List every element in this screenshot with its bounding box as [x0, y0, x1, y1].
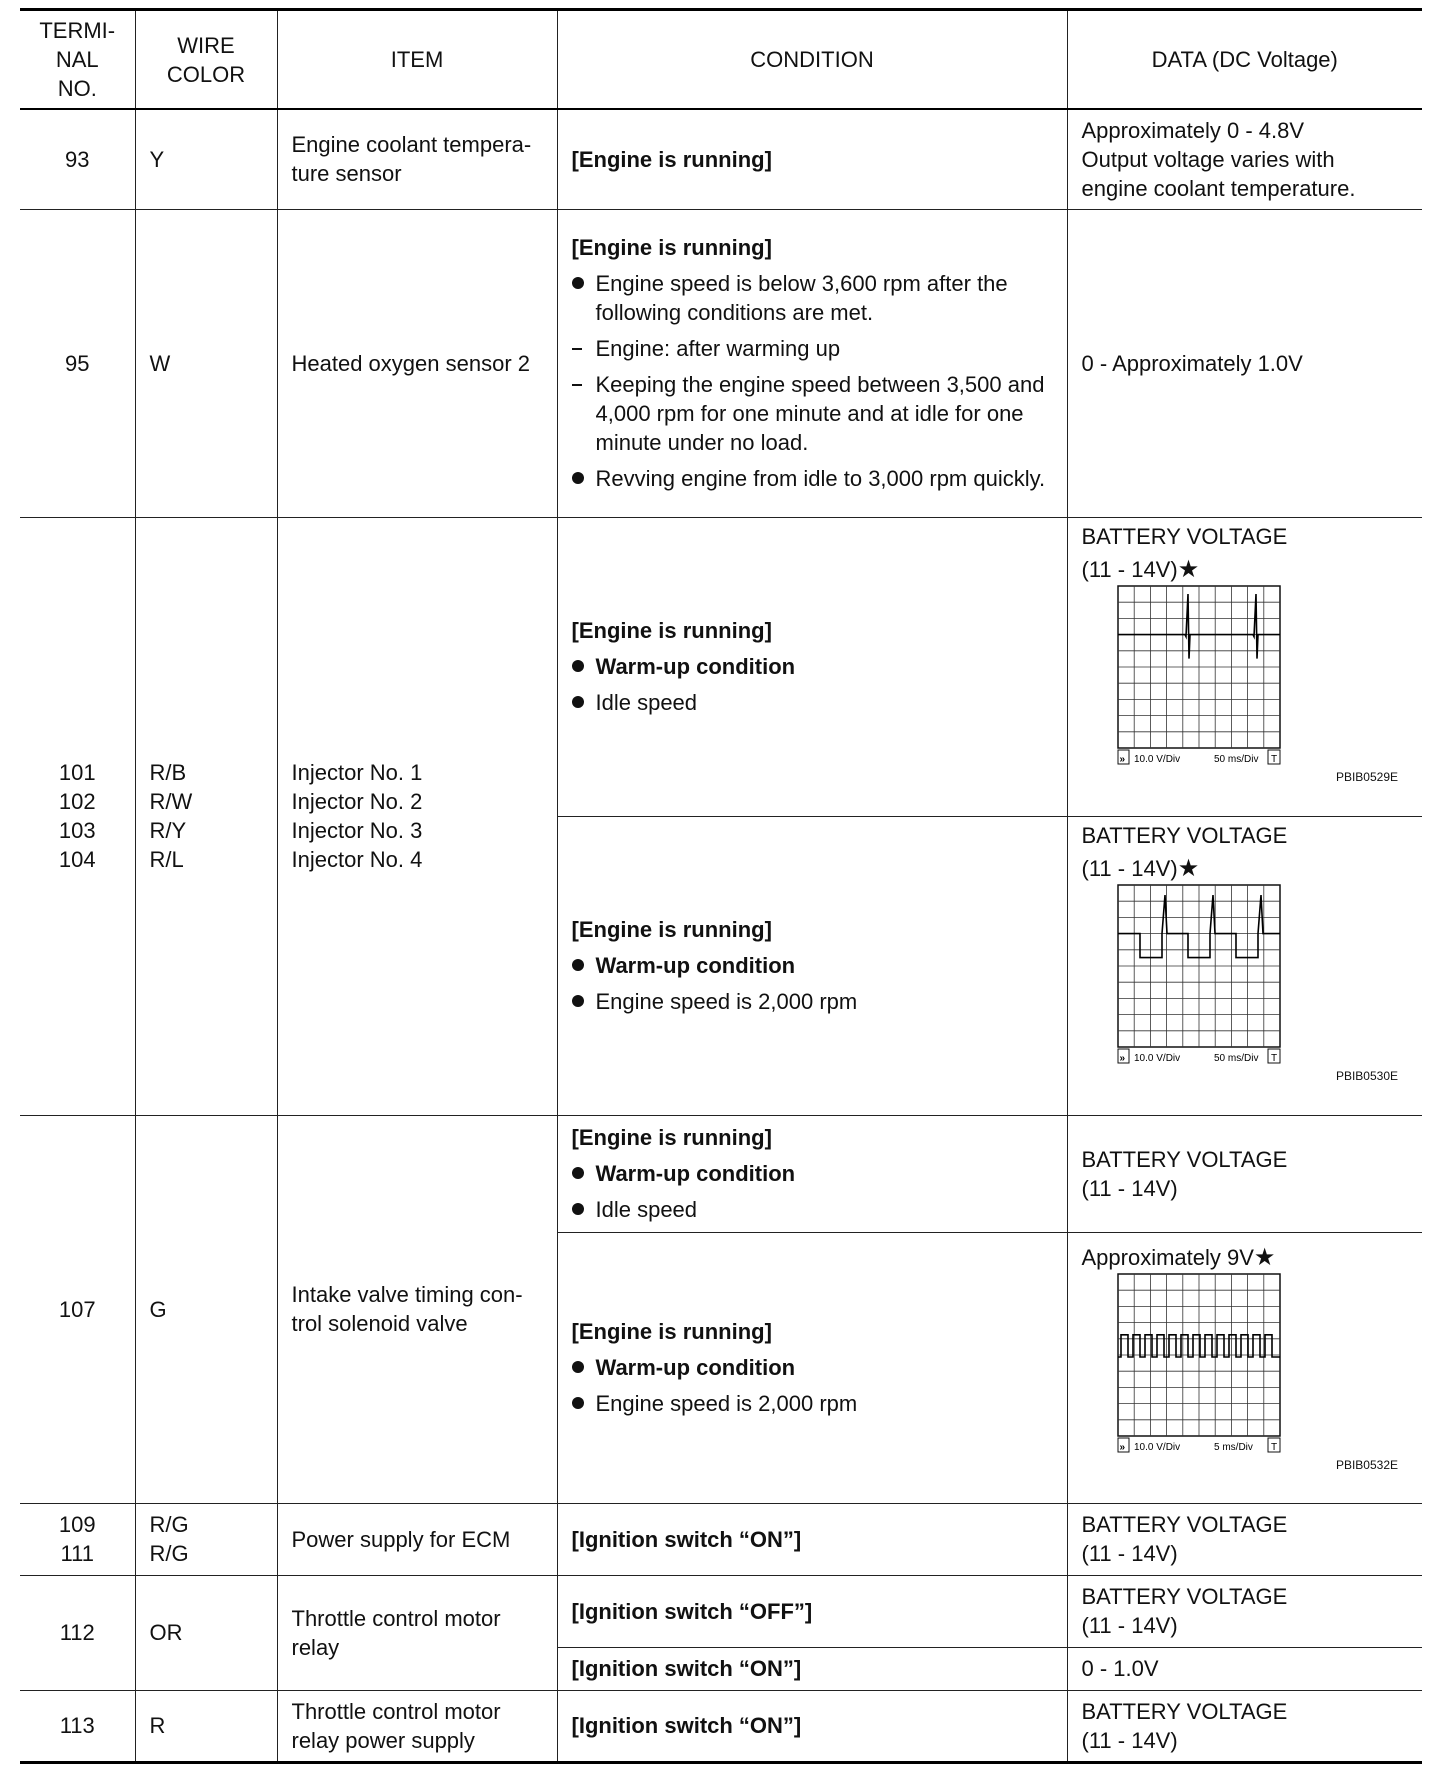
- terminal-number: 104: [58, 847, 96, 872]
- data-line: (11 - 14V): [1081, 1613, 1178, 1638]
- wire-color-cell: OR: [135, 1575, 277, 1690]
- item-cell: [277, 109, 557, 209]
- data-cell: [1067, 517, 1422, 816]
- condition-bullet-text: Engine speed is 2,000 rpm: [595, 989, 858, 1014]
- condition-bullet-text: Engine speed is below 3,600 rpm after the following conditions are met.: [595, 271, 1008, 325]
- oscilloscope-figure: [1082, 584, 1409, 784]
- figure-id: PBIB0530E: [1335, 1068, 1398, 1083]
- data-line: Output voltage varies with: [1081, 146, 1335, 172]
- condition-cell: [557, 109, 1067, 209]
- header-terminal-line: TERMI-: [39, 18, 116, 43]
- data-line: (11 - 14V): [1081, 1727, 1178, 1753]
- item-cell: [277, 1690, 557, 1762]
- item-line: relay power supply: [291, 1727, 475, 1753]
- terminal-number: 101: [58, 760, 96, 785]
- condition-bullet: [572, 987, 1053, 1016]
- scope-trigger-label: T: [1270, 753, 1277, 765]
- condition-bullet-text: Engine speed is 2,000 rpm: [595, 1391, 858, 1416]
- item-line: relay: [291, 1634, 340, 1660]
- header-terminal-line: NO.: [57, 76, 97, 101]
- condition-heading: [Engine is running]: [571, 235, 772, 260]
- condition-cell: [557, 1647, 1067, 1690]
- condition-heading: [Ignition switch “ON”]: [571, 1526, 802, 1552]
- condition-heading: [Ignition switch “OFF”]: [571, 1598, 813, 1624]
- condition-bullet-text: Warm-up condition: [595, 953, 796, 978]
- item-cell: [277, 1115, 557, 1503]
- header-data: DATA (DC Voltage): [1067, 10, 1422, 110]
- header-wire-line: COLOR: [166, 61, 246, 87]
- oscilloscope-figure: [1082, 1272, 1409, 1472]
- table-row: [20, 209, 1422, 517]
- terminal-number: 102: [58, 789, 96, 814]
- table-header-row: [20, 10, 1422, 110]
- header-condition: CONDITION: [557, 10, 1067, 110]
- condition-bullet: [572, 1389, 1053, 1418]
- terminal-data-table-sheet: [20, 8, 1422, 1764]
- data-cell: [1067, 1503, 1422, 1575]
- condition-bullet: [572, 688, 1053, 717]
- dash-icon: [572, 384, 582, 386]
- data-cell: [1067, 816, 1422, 1115]
- data-line: [1082, 1243, 1409, 1272]
- scope-trigger-label: T: [1270, 1441, 1277, 1453]
- bullet-dot-icon: [572, 1361, 584, 1373]
- condition-heading: [Ignition switch “ON”]: [571, 1656, 802, 1681]
- condition-bullet: [572, 1353, 1053, 1382]
- terminal-cell: [20, 517, 135, 1115]
- item-cell: Heated oxygen sensor 2: [277, 209, 557, 517]
- scope-marker-glyph: »: [1119, 753, 1125, 765]
- item-line: Injector No. 3: [291, 818, 423, 843]
- terminal-cell: 93: [20, 109, 135, 209]
- bullet-dot-icon: [572, 1167, 584, 1179]
- wire-color-cell: W: [135, 209, 277, 517]
- header-terminal-no: [20, 10, 135, 110]
- scope-time-per-div: 5 ms/Div: [1213, 1441, 1253, 1453]
- item-cell: Power supply for ECM: [277, 1503, 557, 1575]
- table-row: [20, 1503, 1422, 1575]
- scope-time-per-div: 50 ms/Div: [1213, 1052, 1258, 1064]
- table-row: [20, 517, 1422, 816]
- oscilloscope-waveform: [1116, 584, 1286, 766]
- dash-icon: [572, 348, 582, 350]
- item-line: trol solenoid valve: [291, 1311, 468, 1336]
- condition-heading: [Engine is running]: [571, 1125, 772, 1150]
- terminal-number: 103: [58, 818, 96, 843]
- condition-cell: [557, 517, 1067, 816]
- oscilloscope-waveform: [1116, 883, 1286, 1065]
- scope-volts-per-div: 10.0 V/Div: [1133, 753, 1180, 765]
- wire-color-cell: [135, 1503, 277, 1575]
- table-row: [20, 109, 1422, 209]
- bullet-dot-icon: [572, 959, 584, 971]
- bullet-dot-icon: [572, 660, 584, 672]
- table-row: [20, 1575, 1422, 1647]
- data-cell: [1067, 1690, 1422, 1762]
- condition-bullet: [572, 464, 1053, 493]
- condition-bullet-text: Idle speed: [595, 1197, 698, 1222]
- star-icon: ★: [1177, 555, 1200, 583]
- wire-color-cell: G: [135, 1115, 277, 1503]
- wire-color: R/Y: [149, 818, 187, 843]
- item-line: Injector No. 1: [291, 760, 423, 785]
- condition-cell: [557, 1690, 1067, 1762]
- data-value: (11 - 14V): [1081, 556, 1178, 582]
- terminal-number: 111: [60, 1541, 94, 1566]
- terminal-cell: 107: [20, 1115, 135, 1503]
- bullet-dot-icon: [572, 696, 584, 708]
- terminal-number: 109: [58, 1512, 96, 1537]
- header-item: ITEM: [277, 10, 557, 110]
- condition-heading: [Engine is running]: [571, 146, 772, 172]
- item-cell: [277, 1575, 557, 1690]
- data-line: (11 - 14V): [1081, 1175, 1178, 1201]
- bullet-dot-icon: [572, 472, 584, 484]
- wire-color: R/G: [149, 1512, 189, 1537]
- data-cell: [1067, 1115, 1422, 1232]
- header-terminal-line: NAL: [55, 47, 99, 72]
- data-line: BATTERY VOLTAGE: [1081, 1512, 1288, 1537]
- condition-bullet-text: Warm-up condition: [595, 1355, 796, 1380]
- data-line: BATTERY VOLTAGE: [1081, 1584, 1288, 1609]
- item-line: Injector No. 2: [291, 789, 423, 814]
- condition-bullet-text: Idle speed: [595, 690, 698, 715]
- data-cell: 0 - Approximately 1.0V: [1067, 209, 1422, 517]
- data-value: (11 - 14V): [1081, 855, 1178, 881]
- data-line: (11 - 14V): [1081, 1541, 1178, 1566]
- condition-bullet: [572, 951, 1053, 980]
- data-cell: [1067, 1232, 1422, 1503]
- scope-marker-glyph: »: [1119, 1052, 1125, 1064]
- condition-heading: [Engine is running]: [571, 1319, 772, 1344]
- data-line: [1082, 555, 1409, 584]
- terminal-cell: [20, 1503, 135, 1575]
- data-cell: [1067, 1575, 1422, 1647]
- header-wire-line: WIRE: [177, 32, 235, 58]
- data-line: BATTERY VOLTAGE: [1081, 822, 1288, 848]
- condition-bullet: [572, 1195, 1053, 1224]
- star-icon: ★: [1177, 854, 1200, 882]
- scope-marker-glyph: »: [1119, 1441, 1125, 1453]
- scope-volts-per-div: 10.0 V/Div: [1133, 1052, 1180, 1064]
- data-line: engine coolant temperature.: [1081, 175, 1356, 201]
- wire-color-cell: Y: [135, 109, 277, 209]
- data-cell: [1067, 109, 1422, 209]
- condition-dash-text: Keeping the engine speed between 3,500 and 4,000 rpm for one minute and at idle for one minute under no load.: [595, 372, 1045, 455]
- wire-color: R/L: [149, 847, 184, 872]
- condition-dash-item: [572, 334, 1053, 363]
- condition-heading: [Engine is running]: [571, 917, 772, 942]
- data-line: BATTERY VOLTAGE: [1081, 523, 1288, 549]
- condition-dash-item: [572, 370, 1053, 457]
- condition-bullet: [572, 652, 1053, 681]
- item-line: Injector No. 4: [291, 847, 423, 872]
- scope-time-per-div: 50 ms/Div: [1213, 753, 1258, 765]
- figure-id: PBIB0532E: [1335, 1457, 1398, 1472]
- bullet-dot-icon: [572, 995, 584, 1007]
- condition-dash-text: Engine: after warming up: [595, 336, 841, 361]
- bullet-dot-icon: [572, 1397, 584, 1409]
- wire-color: R/G: [149, 1541, 189, 1566]
- scope-volts-per-div: 10.0 V/Div: [1133, 1441, 1180, 1453]
- bullet-dot-icon: [572, 1203, 584, 1215]
- ecm-terminal-table: [20, 8, 1422, 1764]
- data-line: Approximately 0 - 4.8V: [1081, 117, 1305, 143]
- table-row: [20, 1690, 1422, 1762]
- item-line: Engine coolant tempera-: [291, 132, 532, 158]
- terminal-cell: 112: [20, 1575, 135, 1690]
- table-row: [20, 1115, 1422, 1232]
- header-wire-color: [135, 10, 277, 110]
- condition-bullet-text: Revving engine from idle to 3,000 rpm quickly.: [595, 466, 1046, 491]
- bullet-dot-icon: [572, 277, 584, 289]
- condition-bullet: [572, 1159, 1053, 1188]
- item-line: Throttle control motor: [291, 1605, 501, 1631]
- wire-color-cell: [135, 517, 277, 1115]
- condition-bullet: [572, 269, 1053, 327]
- wire-color-cell: R: [135, 1690, 277, 1762]
- condition-cell: [557, 1232, 1067, 1503]
- scope-trigger-label: T: [1270, 1052, 1277, 1064]
- condition-cell: [557, 1503, 1067, 1575]
- terminal-cell: 95: [20, 209, 135, 517]
- data-line: [1082, 854, 1409, 883]
- oscilloscope-waveform: [1116, 1272, 1286, 1454]
- data-line: BATTERY VOLTAGE: [1081, 1698, 1288, 1724]
- item-line: ture sensor: [291, 161, 402, 187]
- figure-id: PBIB0529E: [1335, 769, 1398, 784]
- data-cell: 0 - 1.0V: [1067, 1647, 1422, 1690]
- condition-cell: [557, 1575, 1067, 1647]
- condition-heading: [Engine is running]: [571, 618, 772, 643]
- terminal-cell: 113: [20, 1690, 135, 1762]
- condition-cell: [557, 1115, 1067, 1232]
- condition-cell: [557, 816, 1067, 1115]
- item-line: Throttle control motor: [291, 1698, 501, 1724]
- data-value: Approximately 9V: [1081, 1244, 1254, 1270]
- star-icon: ★: [1253, 1243, 1276, 1271]
- condition-bullet-text: Warm-up condition: [595, 1161, 796, 1186]
- oscilloscope-figure: [1082, 883, 1409, 1083]
- wire-color: R/B: [149, 760, 187, 785]
- condition-bullet-text: Warm-up condition: [595, 654, 796, 679]
- data-line: BATTERY VOLTAGE: [1081, 1146, 1288, 1172]
- wire-color: R/W: [149, 789, 193, 814]
- condition-heading: [Ignition switch “ON”]: [571, 1713, 802, 1738]
- item-line: Intake valve timing con-: [291, 1282, 523, 1307]
- condition-cell: [557, 209, 1067, 517]
- item-cell: [277, 517, 557, 1115]
